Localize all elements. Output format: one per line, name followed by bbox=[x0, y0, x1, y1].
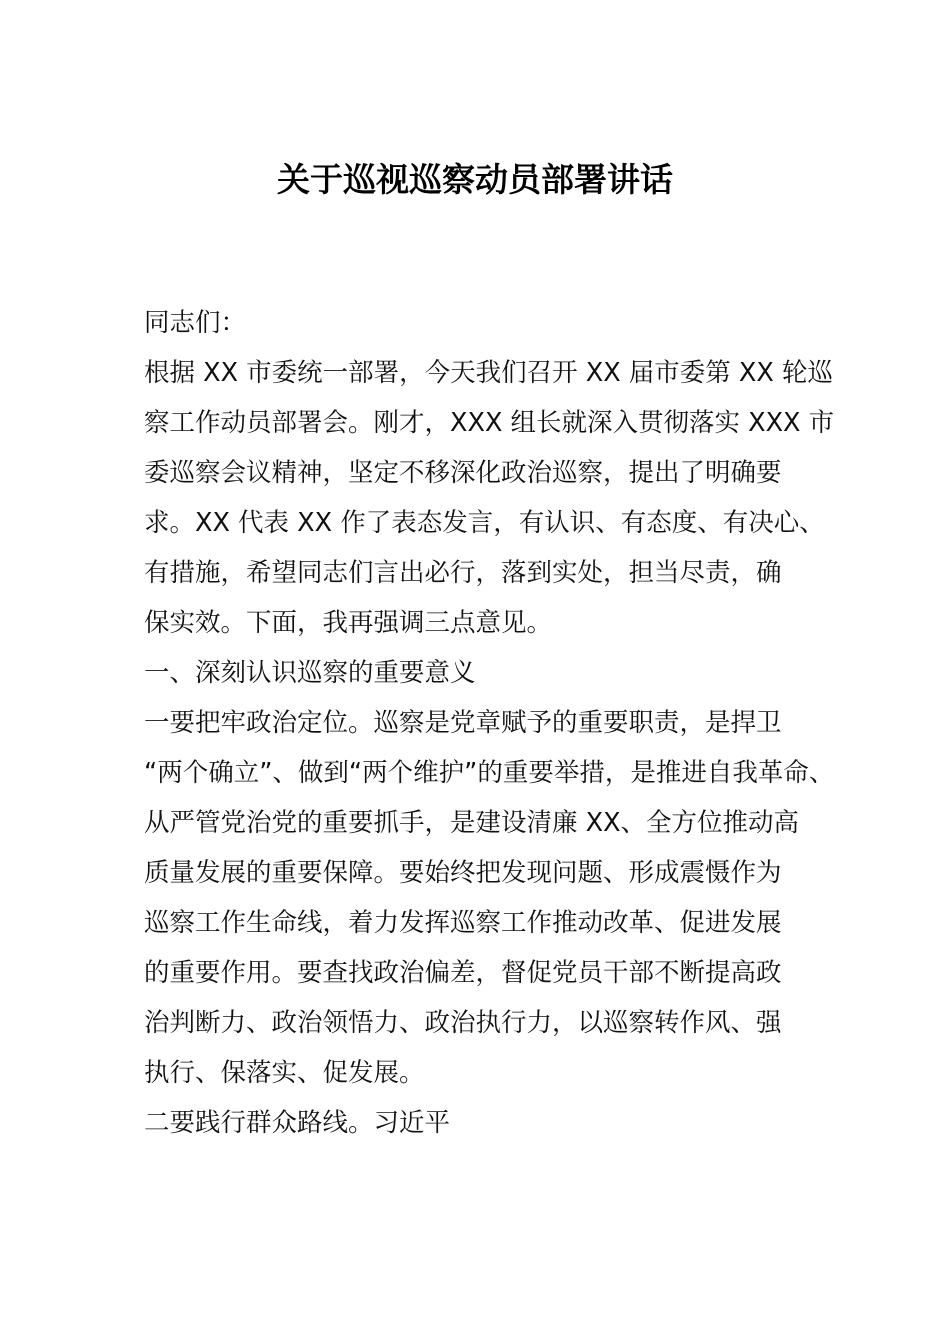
paragraph-line: 治判断力、政治领悟力、政治执行力，以巡察转作风、强 bbox=[144, 1008, 782, 1038]
section-heading: 一、深刻认识巡察的重要意义 bbox=[144, 658, 476, 688]
paragraph-line: 二要践行群众路线。习近平 bbox=[144, 1108, 451, 1138]
document-body bbox=[144, 298, 835, 1148]
paragraph-line: 质量发展的重要保障。要始终把发现问题、形成震慑作为 bbox=[144, 858, 782, 888]
document-title: 关于巡视巡察动员部署讲话 bbox=[277, 160, 673, 199]
paragraph-line: 有措施，希望同志们言出必行，落到实处，担当尽责，确 bbox=[144, 558, 782, 588]
paragraph-line: “两个确立”、做到“两个维护”的重要举措，是推进自我革命、 bbox=[144, 758, 835, 788]
paragraph-line: 一要把牢政治定位。巡察是党章赋予的重要职责，是捍卫 bbox=[144, 708, 782, 738]
paragraph-line: 的重要作用。要查找政治偏差，督促党员干部不断提高政 bbox=[144, 958, 782, 988]
paragraph-line: 求。XX 代表 XX 作了表态发言，有认识、有态度、有决心、 bbox=[144, 508, 825, 538]
paragraph-line: 从严管党治党的重要抓手，是建设清廉 XX、全方位推动高 bbox=[144, 808, 800, 838]
paragraph-line: 执行、保落实、促发展。 bbox=[144, 1058, 425, 1088]
paragraph-line: 根据 XX 市委统一部署，今天我们召开 XX 届市委第 XX 轮巡 bbox=[144, 358, 833, 388]
salutation: 同志们： bbox=[144, 308, 247, 338]
paragraph-line: 保实效。下面，我再强调三点意见。 bbox=[144, 608, 553, 638]
paragraph-line: 察工作动员部署会。刚才，XXX 组长就深入贯彻落实 XXX 市 bbox=[144, 408, 835, 438]
paragraph-line: 委巡察会议精神，坚定不移深化政治巡察，提出了明确要 bbox=[144, 458, 782, 488]
paragraph-line: 巡察工作生命线，着力发挥巡察工作推动改革、促进发展 bbox=[144, 908, 782, 938]
